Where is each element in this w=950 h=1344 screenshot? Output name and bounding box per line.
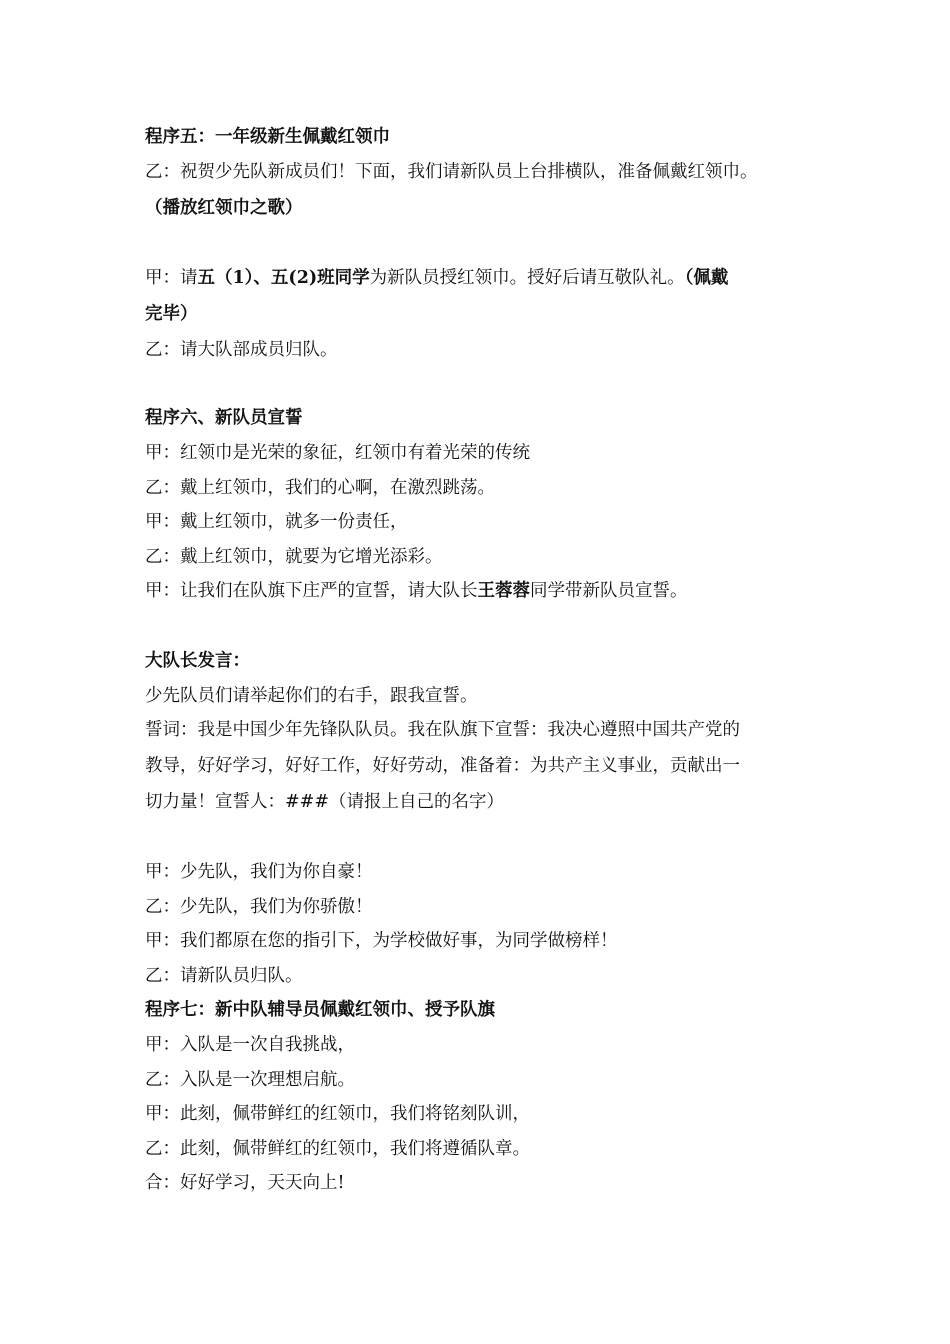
stage-direction: 完毕） <box>145 304 198 324</box>
script-line: 乙：少先队，我们为你骄傲！ <box>145 897 373 917</box>
script-text: 为新队员授红领巾。授好后请互敬队礼。 <box>369 268 685 288</box>
speaker-text: 甲：请 <box>145 268 198 288</box>
script-line: 合：好好学习，天天向上! <box>145 1173 345 1193</box>
script-line: 乙：入队是一次理想启航。 <box>145 1070 355 1090</box>
script-text: 同学带新队员宣誓。 <box>530 581 688 601</box>
script-line: 甲：入队是一次自我挑战， <box>145 1035 355 1055</box>
oath-line: 教导，好好学习，好好工作，好好劳动，准备着：为共产主义事业，贡献出一 <box>145 756 740 776</box>
section-heading-5: 程序五：一年级新生佩戴红领巾 <box>145 127 390 147</box>
script-line: 甲：少先队，我们为你自豪！ <box>145 862 373 882</box>
script-line: 甲：我们都原在您的指引下，为学校做好事，为同学做榜样！ <box>145 931 618 951</box>
oath-line: 切力量！宣誓人：###（请报上自己的名字） <box>145 792 504 812</box>
script-line: 乙：请新队员归队。 <box>145 966 303 986</box>
leader-name: 王蓉蓉 <box>477 581 530 601</box>
script-line <box>145 579 825 603</box>
section-heading-speech: 大队长发言： <box>145 651 250 671</box>
oath-line: 誓词：我是中国少年先锋队队员。我在队旗下宣誓：我决心遵照中国共产党的 <box>145 720 740 740</box>
script-line: 乙：戴上红领巾，就要为它增光添彩。 <box>145 547 443 567</box>
script-line: 乙：请大队部成员归队。 <box>145 340 338 360</box>
script-line: 乙：此刻，佩带鲜红的红领巾，我们将遵循队章。 <box>145 1139 530 1159</box>
script-line: 甲：此刻，佩带鲜红的红领巾，我们将铭刻队训， <box>145 1104 530 1124</box>
stage-direction: （佩戴 <box>684 268 729 288</box>
section-heading-6: 程序六、新队员宣誓 <box>145 408 303 428</box>
script-text: 甲：让我们在队旗下庄严的宣誓，请大队长 <box>145 581 478 601</box>
script-line <box>145 266 825 290</box>
script-line: 乙：戴上红领巾，我们的心啊，在激烈跳荡。 <box>145 478 495 498</box>
stage-direction: （播放红领巾之歌） <box>145 198 303 218</box>
section-heading-7: 程序七：新中队辅导员佩戴红领巾、授予队旗 <box>145 1000 495 1020</box>
class-names: 五（1）、五(2)班同学 <box>197 268 370 288</box>
script-line: 甲：戴上红领巾，就多一份责任， <box>145 512 408 532</box>
script-line: 甲：红领巾是光荣的象征，红领巾有着光荣的传统 <box>145 443 530 463</box>
script-line: 乙：祝贺少先队新成员们！下面，我们请新队员上台排横队，准备佩戴红领巾。 <box>145 162 758 182</box>
script-line: 少先队员们请举起你们的右手，跟我宣誓。 <box>145 686 478 706</box>
